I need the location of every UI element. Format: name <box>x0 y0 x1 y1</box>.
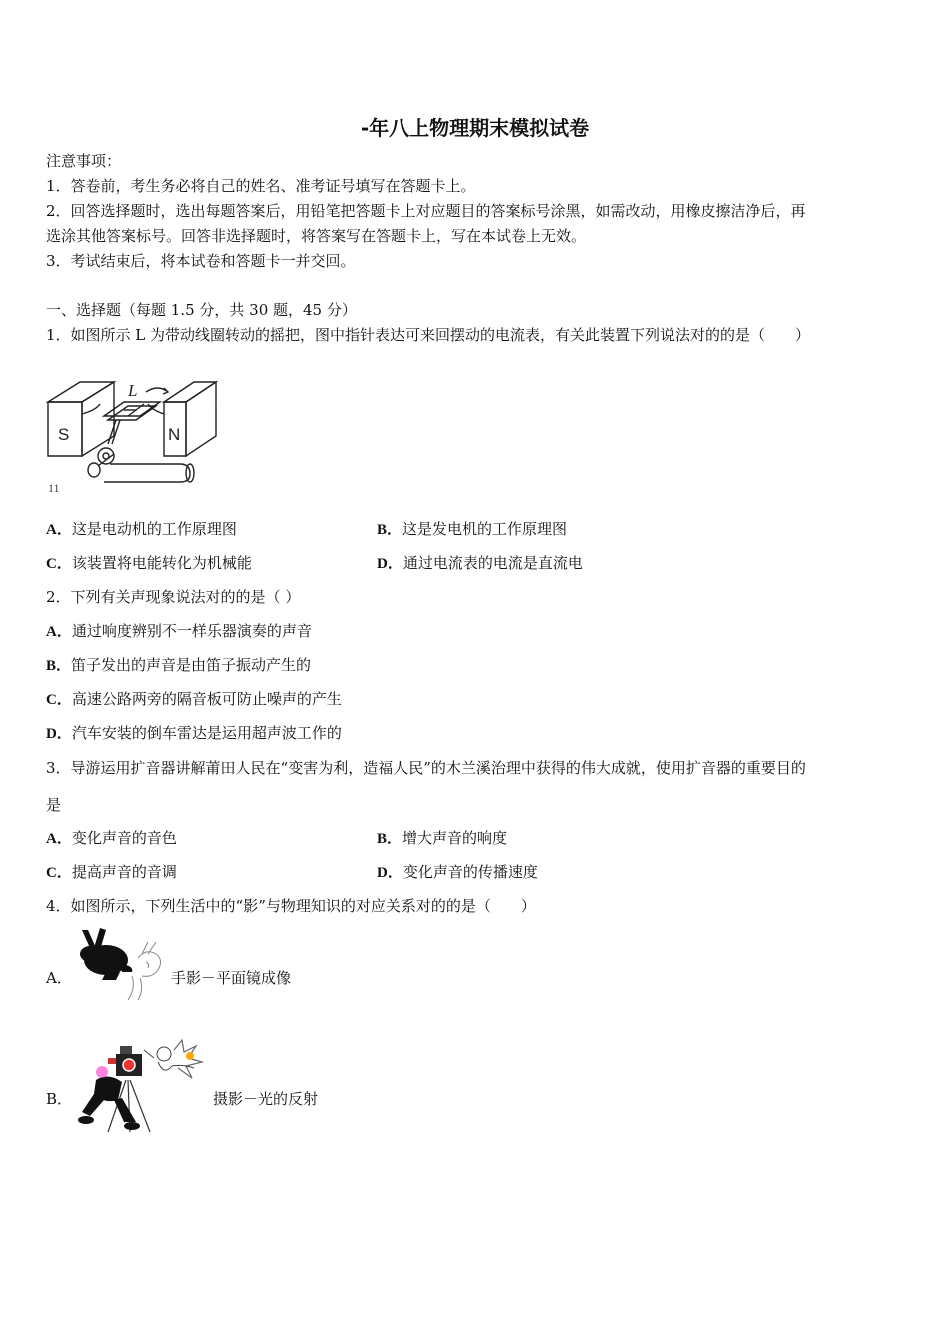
q3-option-c-text: 提高声音的音调 <box>71 863 177 881</box>
question-4-stem: 4．如图所示，下列生活中的“影”与物理知识的对应关系对的的是（ ） <box>46 897 536 915</box>
q1-option-b-text: 这是发电机的工作原理图 <box>402 520 568 538</box>
q4-option-b-label[interactable]: B． <box>46 1090 73 1108</box>
q3-option-b-text: 增大声音的响度 <box>402 829 508 847</box>
q3-option-d-label: D． <box>377 865 403 881</box>
question-3-stem-cont: 是 <box>46 796 62 814</box>
notice-item-2-cont: 选涂其他答案标号。回答非选择题时，将答案写在答题卡上，写在本试卷上无效。 <box>46 227 587 245</box>
q2-option-a-label: A． <box>46 624 72 640</box>
q3-option-d[interactable] <box>377 861 538 884</box>
figure-label-s: S <box>58 425 70 444</box>
notice-heading: 注意事项： <box>46 152 122 170</box>
question-3-stem: 3．导游运用扩音器讲解莆田人民在“变害为利，造福人民”的木兰溪治理中获得的伟大成就，使用扩音器的重要目的 <box>46 759 806 777</box>
q1-option-d[interactable] <box>377 552 583 575</box>
q2-option-b-label: B． <box>46 658 72 674</box>
q4-option-a-text: 手影－平面镜成像 <box>171 969 292 987</box>
q2-option-d[interactable] <box>46 722 342 745</box>
photographer-image <box>78 1036 210 1136</box>
q4-option-a-label[interactable]: A． <box>46 969 72 987</box>
question-1-stem: 1．如图所示 L 为带动线圈转动的摇把，图中指针表达可来回摆动的电流表，有关此装置下列说法对的的是（ ） <box>46 326 811 344</box>
q3-option-a-text: 变化声音的音色 <box>71 829 177 847</box>
q1-option-a[interactable] <box>46 518 237 541</box>
q2-option-c-label: C． <box>46 692 72 708</box>
page-title: -年八上物理期末模拟试卷 <box>360 116 590 140</box>
notice-item-3: 3．考试结束后，将本试卷和答题卡一并交回。 <box>46 252 356 270</box>
q3-option-b[interactable] <box>377 827 507 850</box>
q1-option-d-label: D． <box>377 556 403 572</box>
hand-shadow-rabbit-image <box>76 928 168 1004</box>
q1-option-c[interactable] <box>46 552 252 575</box>
q1-option-a-label: A． <box>46 522 72 538</box>
q2-option-d-text: 汽车安装的倒车雷达是运用超声波工作的 <box>71 724 342 742</box>
figure-label-l: L <box>128 381 138 400</box>
q1-option-b-label: B． <box>377 522 403 538</box>
q1-option-c-label: C． <box>46 556 72 572</box>
section-heading: 一、选择题（每题 1.5 分，共 30 题，45 分） <box>46 301 357 319</box>
q3-option-a[interactable] <box>46 827 177 850</box>
q2-option-a[interactable] <box>46 620 312 643</box>
q1-option-c-text: 该装置将电能转化为机械能 <box>71 554 252 572</box>
q2-option-c[interactable] <box>46 688 342 711</box>
q3-option-b-label: B． <box>377 831 403 847</box>
question-2-stem: 2．下列有关声现象说法对的的是（ ） <box>46 588 301 606</box>
notice-item-1: 1．答卷前，考生务必将自己的姓名、准考证号填写在答题卡上。 <box>46 177 476 195</box>
q2-option-b-text: 笛子发出的声音是由笛子振动产生的 <box>71 656 312 674</box>
q2-option-b[interactable] <box>46 654 311 677</box>
q1-option-a-text: 这是电动机的工作原理图 <box>71 520 237 538</box>
q3-option-c[interactable] <box>46 861 177 884</box>
q3-option-c-label: C． <box>46 865 72 881</box>
q2-option-a-text: 通过响度辨别不一样乐器演奏的声音 <box>71 622 312 640</box>
q2-option-c-text: 高速公路两旁的隔音板可防止噪声的产生 <box>71 690 342 708</box>
figure-label-n: N <box>168 425 181 444</box>
figure-number: 11 <box>48 481 60 495</box>
q4-option-b-text: 摄影－光的反射 <box>213 1090 319 1108</box>
generator-figure <box>44 374 224 496</box>
q3-option-a-label: A． <box>46 831 72 847</box>
q3-option-d-text: 变化声音的传播速度 <box>402 863 538 881</box>
q1-option-b[interactable] <box>377 518 567 541</box>
q2-option-d-label: D． <box>46 726 72 742</box>
notice-item-2: 2．回答选择题时，选出每题答案后，用铅笔把答题卡上对应题目的答案标号涂黑，如需改动，用橡皮擦洁净后，再 <box>46 202 806 220</box>
q1-option-d-text: 通过电流表的电流是直流电 <box>402 554 583 572</box>
